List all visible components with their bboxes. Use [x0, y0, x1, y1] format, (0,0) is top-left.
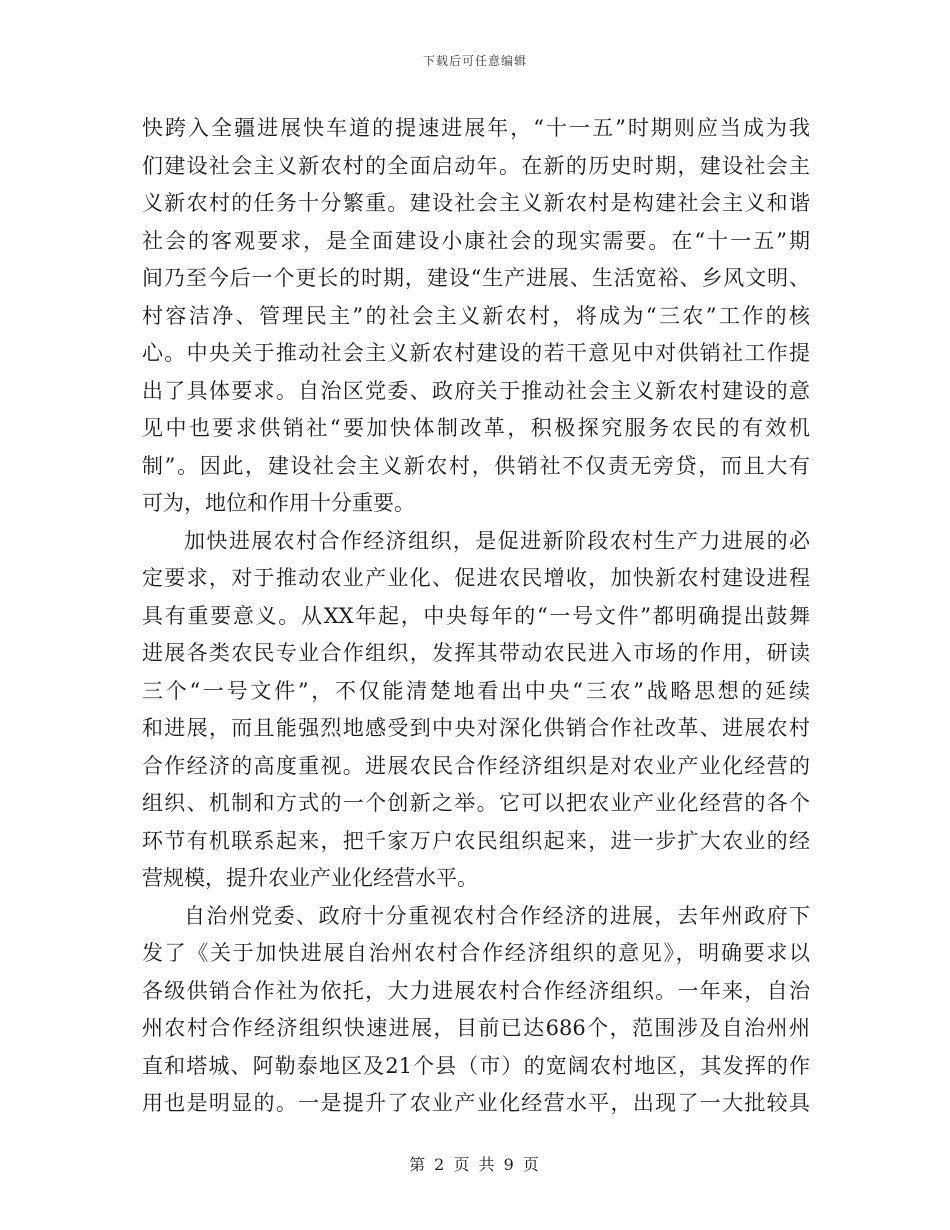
- text-line: 快跨入全疆进展快车道的提速进展年，“十一五”时期则应当成为我: [142, 116, 810, 140]
- text-line: 制”。因此，建设社会主义新农村，供销社不仅责无旁贷，而且大有: [142, 453, 810, 478]
- text-line: 心。中央关于推动社会主义新农村建设的若干意见中对供销社工作提: [142, 341, 810, 365]
- text-line: 环节有机联系起来，把千家万户农民组织起来，进一步扩大农业的经: [142, 828, 810, 853]
- text-line: 具有重要意义。从XX年起，中央每年的“一号文件”都明确提出鼓舞: [142, 603, 810, 628]
- text-line: 营规模，提升农业产业化经营水平。: [142, 866, 478, 890]
- text-line: 发了《关于加快进展自治州农村合作经济组织的意见》，明确要求以: [142, 941, 810, 965]
- paragraph: [142, 898, 810, 1123]
- text-line: 们建设社会主义新农村的全面启动年。在新的历史时期，建设社会主: [142, 153, 810, 178]
- text-line: 组织、机制和方式的一个创新之举。它可以把农业产业化经营的各个: [142, 791, 810, 815]
- page-header: 下载后可任意编辑: [422, 54, 527, 68]
- paragraph: [142, 110, 810, 523]
- text-line: 间乃至今后一个更长的时期，建设“生产进展、生活宽裕、乡风文明、: [142, 266, 810, 290]
- text-line: 加快进展农村合作经济组织，是促进新阶段农村生产力进展的必: [184, 528, 810, 553]
- text-line: 村容洁净、管理民主”的社会主义新农村，将成为“三农”工作的核: [142, 303, 810, 328]
- text-line: 社会的客观要求，是全面建设小康社会的现实需要。在“十一五”期: [142, 228, 810, 253]
- text-line: 直和塔城、阿勒泰地区及21个县（市）的宽阔农村地区，其发挥的作: [142, 1053, 810, 1078]
- text-line: 合作经济的高度重视。进展农民合作经济组织是对农业产业化经营的: [142, 753, 810, 778]
- text-line: 可为，地位和作用十分重要。: [142, 491, 415, 515]
- text-line: 三个“一号文件”，不仅能清楚地看出中央“三农”战略思想的延续: [142, 678, 810, 703]
- text-line: 进展各类农民专业合作组织，发挥其带动农民进入市场的作用，研读: [142, 641, 810, 665]
- document-body: [142, 110, 810, 1123]
- page-number-footer: 第 2 页 共 9 页: [409, 1155, 541, 1174]
- paragraph: [142, 523, 810, 898]
- text-line: 定要求，对于推动农业产业化、促进农民增收，加快新农村建设进程: [142, 566, 810, 590]
- text-line: 义新农村的任务十分繁重。建设社会主义新农村是构建社会主义和谐: [142, 191, 810, 215]
- text-line: 和进展，而且能强烈地感受到中央对深化供销合作社改革、进展农村: [142, 716, 810, 740]
- text-line: 用也是明显的。一是提升了农业产业化经营水平，出现了一大批较具: [142, 1091, 810, 1115]
- text-line: 州农村合作经济组织快速进展，目前已达686个，范围涉及自治州州: [142, 1016, 810, 1040]
- text-line: 出了具体要求。自治区党委、政府关于推动社会主义新农村建设的意: [142, 378, 810, 403]
- text-line: 见中也要求供销社“要加快体制改革，积极探究服务农民的有效机: [142, 416, 810, 440]
- text-line: 自治州党委、政府十分重视农村合作经济的进展，去年州政府下: [184, 903, 810, 928]
- text-line: 各级供销合作社为依托，大力进展农村合作经济组织。一年来，自治: [142, 978, 810, 1003]
